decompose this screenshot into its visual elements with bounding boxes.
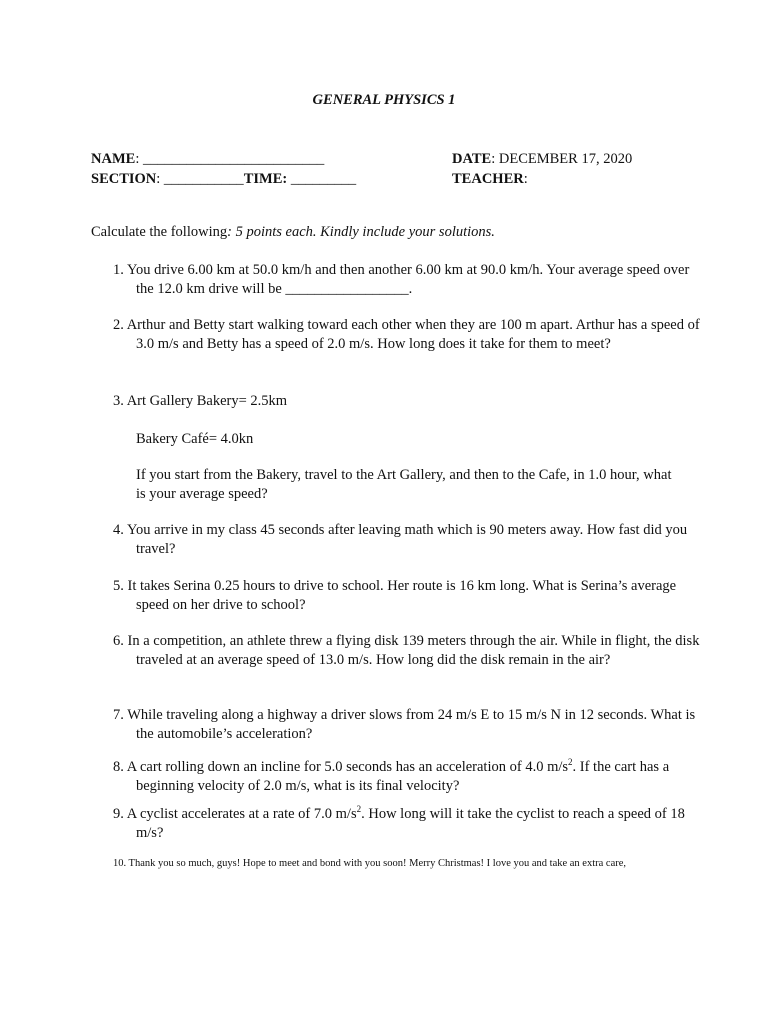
section-blank: : ___________: [156, 171, 244, 187]
name-label: NAME: [91, 151, 136, 167]
date-label: DATE: [452, 151, 492, 167]
question-6: 6. In a competition, an athlete threw a flying disk 139 meters through the air. While in flight, the disk traveled at an average speed of 13.0 m/s. How long did the disk remain in the air?: [113, 633, 700, 668]
teacher-colon: :: [523, 171, 528, 187]
question-9-text-b: . How long will it take the cyclist to reach a speed of 18 m/s?: [136, 806, 685, 841]
instructions-italic: : 5 points each. Kindly include your solutions.: [227, 224, 495, 240]
question-9-text-a: 9. A cyclist accelerates at a rate of 7.0 m/s: [113, 806, 357, 822]
time-blank: _________: [287, 171, 357, 187]
question-9: [113, 805, 706, 843]
question-8-text-b: . If the cart has a beginning velocity of 2.0 m/s, what is its final velocity?: [136, 759, 670, 794]
question-3-line-3: If you start from the Bakery, travel to the Art Gallery, and then to the Cafe, in 1.0 hour, what is your average speed?: [136, 467, 672, 502]
page-title: GENERAL PHYSICS 1: [312, 92, 456, 108]
section-time-field: [91, 171, 356, 188]
question-10: 10. Thank you so much, guys! Hope to meet and bond with you soon! Merry Christmas! I love you and take an extra care,: [113, 858, 627, 869]
name-blank: : _________________________: [135, 151, 325, 167]
teacher-field: [452, 171, 528, 188]
question-2: 2. Arthur and Betty start walking toward each other when they are 100 m apart. Arthur has a speed of 3.0 m/s and Betty has a speed of 2.0 m/s. How long does it take for them to meet?: [113, 317, 700, 352]
date-value: : DECEMBER 17, 2020: [491, 151, 633, 167]
instructions-lead: Calculate the following: [91, 224, 228, 240]
question-3-line-2: Bakery Café= 4.0kn: [136, 431, 254, 447]
section-label: SECTION: [91, 171, 157, 187]
teacher-label: TEACHER: [452, 171, 524, 187]
question-8-superscript: 2: [568, 757, 573, 768]
question-4: 4. You arrive in my class 45 seconds after leaving math which is 90 meters away. How fast did you travel?: [113, 522, 688, 557]
time-label: TIME:: [243, 171, 288, 187]
name-field: [91, 151, 324, 168]
question-8-text-a: 8. A cart rolling down an incline for 5.0 seconds has an acceleration of 4.0 m/s: [113, 759, 569, 775]
date-field: [452, 151, 632, 168]
question-9-superscript: 2: [356, 804, 362, 815]
question-3: 3. Art Gallery Bakery= 2.5km: [113, 393, 288, 409]
question-5: 5. It takes Serina 0.25 hours to drive to school. Her route is 16 km long. What is Serina’s average speed on her drive to school?: [113, 578, 677, 613]
question-8: [113, 758, 706, 796]
instructions: [91, 224, 495, 241]
question-1: 1. You drive 6.00 km at 50.0 km/h and then another 6.00 km at 90.0 km/h. Your average speed over the 12.0 km drive will be _________________.: [113, 262, 690, 297]
question-7: 7. While traveling along a highway a driver slows from 24 m/s E to 15 m/s N in 12 seconds. What is the automobile’s acceleration?: [113, 707, 696, 742]
